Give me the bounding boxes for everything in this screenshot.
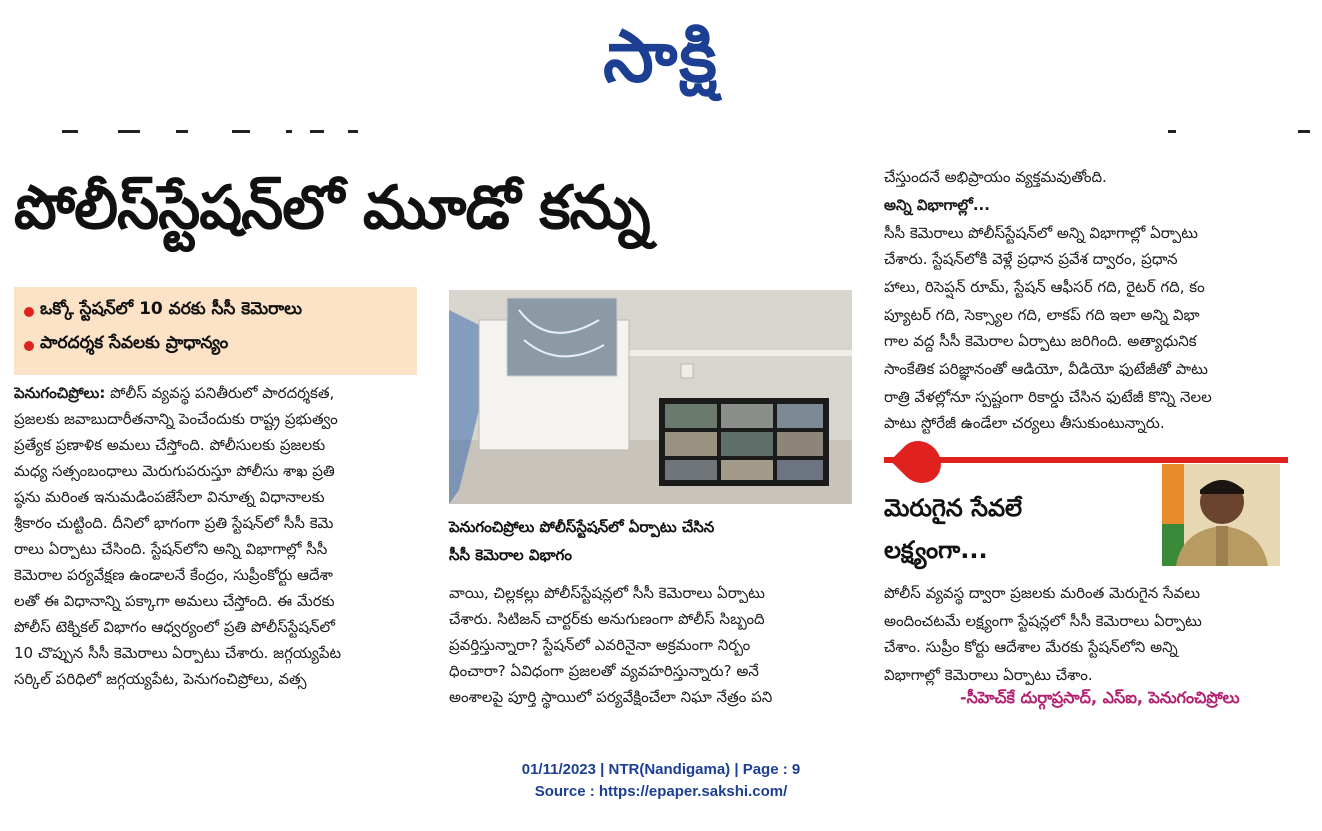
sakshi-logo: సాక్షి bbox=[603, 14, 719, 98]
text-line: శ్రీకారం చుట్టింది. దీనిలో భాగంగా ప్రతి స్టేషన్‌లో సీసీ కెమె bbox=[14, 514, 334, 532]
text-line: ప్రవర్తిస్తున్నారా? స్టేషన్‌లో ఎవరినైనా అక్రమంగా నిర్బం bbox=[449, 636, 751, 654]
quote-title: మెరుగైన సేవలే bbox=[884, 494, 1023, 522]
text-line: లతో ఈ విధానాన్ని పక్కాగా అమలు చేస్తోంది. ఈ మేరకు bbox=[14, 592, 335, 610]
dateline: పెనుగంచిప్రోలు: bbox=[14, 384, 106, 402]
subheading: అన్ని విభాగాల్లో... bbox=[884, 196, 990, 214]
text-line: అంశాలపై పూర్తి స్థాయిలో పర్యవేక్షించేలా నిఘా నేత్రం పని bbox=[449, 688, 773, 706]
masthead bbox=[0, 8, 1322, 104]
text-line: మధ్య సత్సంబంధాలు మెరుగుపరుస్తూ పోలీసు శాఖ ప్రతి bbox=[14, 462, 335, 480]
quote-rule bbox=[884, 457, 1288, 463]
text-line: ప్రజలకు జవాబుదారీతనాన్ని పెంచేందుకు రాష్ట్ర ప్రభుత్వం bbox=[14, 410, 338, 428]
text-line: పాటు స్టోరేజీ ఉండేలా చర్యలు తీసుకుంటున్నారు. bbox=[884, 414, 1165, 432]
text-line: ధించారా? ఏవిధంగా ప్రజలతో వ్యవహరిస్తున్నారు? అనే bbox=[449, 662, 759, 680]
bullet-dot-icon bbox=[24, 341, 34, 351]
text-line: చేశారు. సిటిజన్ చార్టర్‌కు అనుగుణంగా పోలీస్ సిబ్బంది bbox=[449, 610, 765, 628]
text-line: విభాగాల్లో కెమెరాలు ఏర్పాటు చేశాం. bbox=[884, 666, 1093, 684]
officer-photo bbox=[1162, 464, 1280, 566]
text-line: చేస్తుందనే అభిప్రాయం వ్యక్తమవుతోంది. bbox=[884, 168, 1107, 186]
masthead-rule bbox=[0, 130, 1322, 133]
highlights-box bbox=[14, 287, 417, 375]
text-line: చేశాం. సుప్రీం కోర్టు ఆదేశాల మేరకు స్టేషన్‌లోని అన్ని bbox=[884, 638, 1178, 656]
text-line: రాలు ఏర్పాటు చేసింది. స్టేషన్‌లోని అన్ని విభాగాల్లో సీసీ bbox=[14, 540, 328, 558]
text-line: గాల వద్ద సీసీ కెమెరాల ఏర్పాటు జరిగింది. అత్యాధునిక bbox=[884, 332, 1197, 350]
article-photo bbox=[449, 290, 852, 504]
text-line: వాయి, చిల్లకల్లు పోలీస్‌స్టేషన్లలో సీసీ కెమెరాలు ఏర్పాటు bbox=[449, 584, 765, 602]
photo-caption: పెనుగంచిప్రోలు పోలీస్‌స్టేషన్‌లో ఏర్పాటు చేసిన bbox=[449, 518, 715, 536]
quote-title: లక్ష్యంగా... bbox=[884, 536, 988, 564]
bullet-dot-icon bbox=[24, 307, 34, 317]
text-line: అందించటమే లక్ష్యంగా స్టేషన్లలో సీసీ కెమెరాలు ఏర్పాటు bbox=[884, 612, 1202, 630]
cctv-room-photo bbox=[449, 290, 852, 504]
officer-portrait bbox=[1162, 464, 1280, 566]
quote-mark-icon bbox=[890, 432, 949, 491]
text-line: సర్కిల్ పరిధిలో జగ్గయ్యపేట, పెనుగంచిప్రోలు, వత్స bbox=[14, 670, 307, 688]
text-line: ష్ఠను మరింత ఇనుమడింపజేసేలా వినూత్న విధానాలకు bbox=[14, 488, 325, 506]
text-line: సీసీ కెమెరాలు పోలీస్‌స్టేషన్‌లో అన్ని విభాగాల్లో ఏర్పాటు bbox=[884, 224, 1198, 242]
highlight-item: ఒక్కో స్టేషన్‌లో 10 వరకు సీసీ కెమెరాలు bbox=[40, 299, 303, 319]
text-line: కెమెరాల పర్యవేక్షణ ఉండాలనే కేంద్రం, సుప్రీంకోర్టు ఆదేశా bbox=[14, 566, 333, 584]
text-line: హాలు, రిసెప్షన్ రూమ్, స్టేషన్ ఆఫీసర్ గది, రైటర్ గది, కం bbox=[884, 278, 1205, 296]
text-line: పెనుగంచిప్రోలు: పోలీస్ వ్యవస్థ పనితీరులో పారదర్శకత, bbox=[14, 384, 335, 402]
text-line: ప్యూటర్ గది, సెక్స్యాల గది, లాకప్ గది ఇలా అన్ని విభా bbox=[884, 306, 1200, 324]
text-line: ప్రత్యేక ప్రణాళిక అమలు చేస్తోంది. పోలీసులకు ప్రజలకు bbox=[14, 436, 326, 454]
photo-caption: సీసీ కెమెరాల విభాగం bbox=[449, 546, 572, 564]
text-line: 10 చొప్పున సీసీ కెమెరాలు ఏర్పాటు చేశారు. జగ్గయ్యపేట bbox=[14, 644, 342, 662]
source-link[interactable]: Source : https://epaper.sakshi.com/ bbox=[534, 783, 788, 800]
headline: పోలీస్‌స్టేషన్‌లో మూడో కన్ను bbox=[14, 173, 650, 243]
text-line: సాంకేతిక పరిజ్ఞానంతో ఆడియో, వీడియో ఫుటేజీతో పాటు bbox=[884, 360, 1208, 378]
text-line: రాత్రి వేళల్లోనూ స్పష్టంగా రికార్డు చేసిన ఫుటేజీ కొన్ని నెలల bbox=[884, 388, 1212, 406]
text-line: చేశారు. స్టేషన్‌లోకి వెళ్లే ప్రధాన ప్రవేశ ద్వారం, ప్రధాన bbox=[884, 250, 1178, 268]
quote-signature: -సీహెచ్‌కే దుర్గాప్రసాద్, ఎస్ఐ, పెనుగంచిప్రోలు bbox=[960, 688, 1240, 707]
highlight-item: పారదర్శక సేవలకు ప్రాధాన్యం bbox=[40, 333, 229, 353]
text-line: పోలీస్ టెక్నికల్ విభాగం ఆధ్వర్యంలో ప్రతి పోలీస్‌స్టేషన్‌లో bbox=[14, 618, 335, 636]
edition-info: 01/11/2023 | NTR(Nandigama) | Page : 9 bbox=[521, 761, 801, 778]
text-line: పోలీస్ వ్యవస్థ ద్వారా ప్రజలకు మరింత మెరుగైన సేవలు bbox=[884, 584, 1201, 602]
